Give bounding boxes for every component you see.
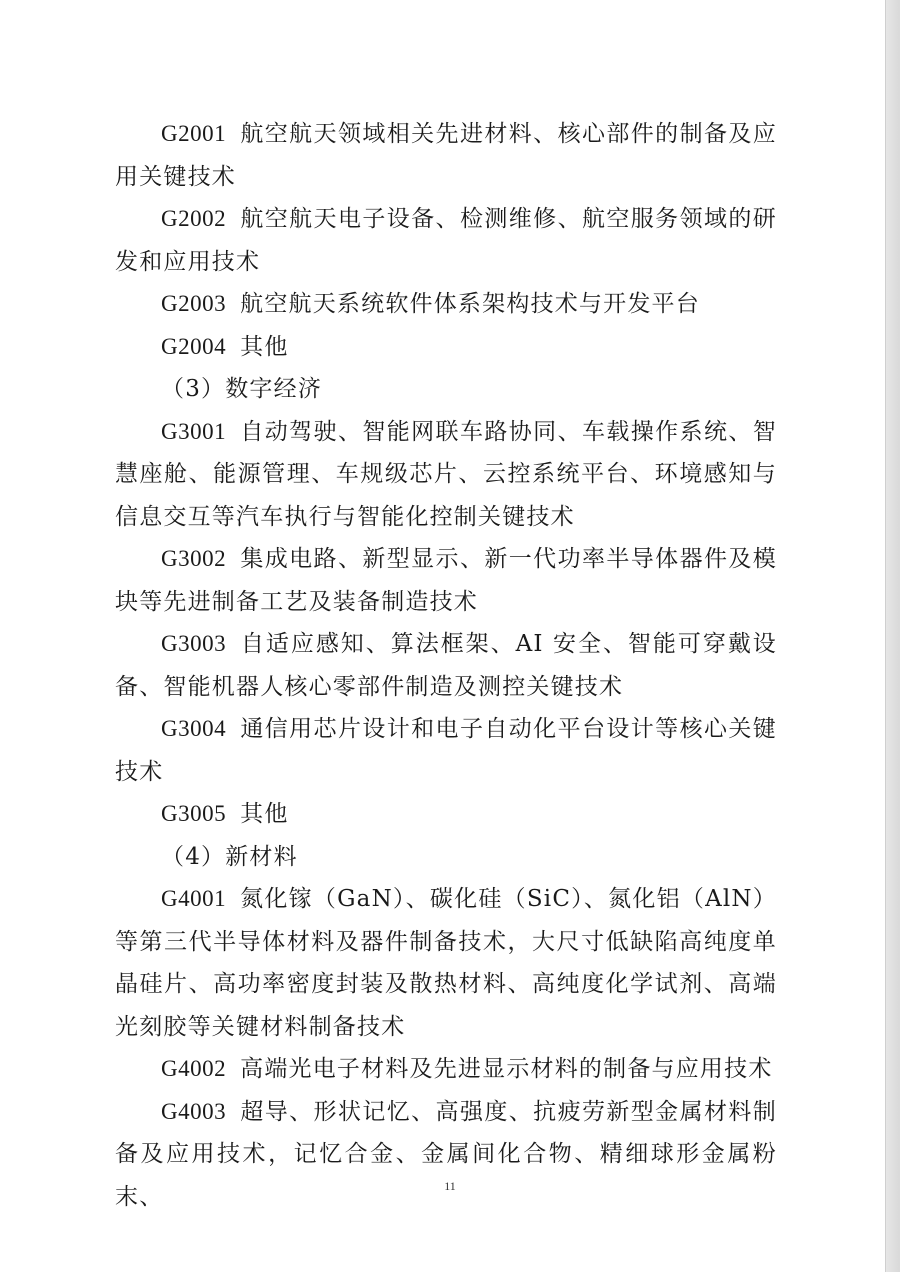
item-text: 航空航天电子设备、检测维修、航空服务领域的研发和应用技术 [115, 206, 777, 275]
paragraph-g3001 [115, 411, 777, 539]
item-code: G3004 [161, 716, 227, 741]
paragraph-g2004 [115, 326, 777, 369]
paragraph-g2002 [115, 198, 777, 283]
paragraph-g3002 [115, 538, 777, 623]
item-text: 航空航天领域相关先进材料、核心部件的制备及应用关键技术 [115, 121, 777, 190]
paragraph-g2003 [115, 283, 777, 326]
item-code: G3001 [161, 418, 227, 444]
item-code: G2002 [161, 206, 227, 231]
section-heading-text: （3）数字经济 [161, 376, 323, 402]
item-text: 其他 [240, 801, 289, 827]
paragraph-g3005 [115, 793, 777, 836]
item-code: G3005 [161, 801, 227, 826]
scan-page-edge [885, 0, 900, 1272]
item-text: 自动驾驶、智能网联车路协同、车载操作系统、智慧座舱、能源管理、车规级芯片、云控系统平台、环境感知与信息交互等汽车执行与智能化控制关键技术 [115, 418, 777, 530]
paragraph-g4001 [115, 878, 777, 1048]
item-text: 通信用芯片设计和电子自动化平台设计等核心关键技术 [115, 716, 777, 785]
section-heading-new-materials [115, 836, 777, 879]
item-text: 氮化镓（GaN）、碳化硅（SiC）、氮化铝（AlN）等第三代半导体材料及器件制备技术，大尺寸低缺陷高纯度单晶硅片、高功率密度封装及散热材料、高纯度化学试剂、高端光刻胶等关键材料制备技术 [115, 886, 777, 1040]
page-number: 11 [444, 1179, 456, 1193]
item-text: 自适应感知、算法框架、AI 安全、智能可穿戴设备、智能机器人核心零部件制造及测控关键技术 [115, 631, 777, 700]
paragraph-g2001 [115, 113, 777, 198]
item-code: G4001 [161, 886, 227, 911]
item-code: G4002 [161, 1056, 227, 1081]
item-text: 其他 [240, 333, 289, 360]
item-text: 超导、形状记忆、高强度、抗疲劳新型金属材料制备及应用技术，记忆合金、金属间化合物、精细球形金属粉末、 [115, 1098, 777, 1210]
item-text: 集成电路、新型显示、新一代功率半导体器件及模块等先进制备工艺及装备制造技术 [115, 546, 777, 615]
section-heading-text: （4）新材料 [161, 843, 298, 870]
item-code: G2004 [161, 333, 227, 359]
item-text: 高端光电子材料及先进显示材料的制备与应用技术 [240, 1056, 773, 1082]
document-body [115, 113, 777, 1218]
paragraph-g3003 [115, 623, 777, 708]
item-text: 航空航天系统软件体系架构技术与开发平台 [240, 291, 700, 317]
section-heading-digital-economy [115, 368, 777, 411]
paragraph-g4003 [115, 1091, 777, 1219]
paragraph-g4002 [115, 1048, 777, 1091]
item-code: G4003 [161, 1098, 227, 1124]
item-code: G2003 [161, 291, 227, 316]
item-code: G2001 [161, 121, 227, 146]
item-code: G3002 [161, 546, 227, 571]
item-code: G3003 [161, 631, 227, 656]
paragraph-g3004 [115, 708, 777, 793]
